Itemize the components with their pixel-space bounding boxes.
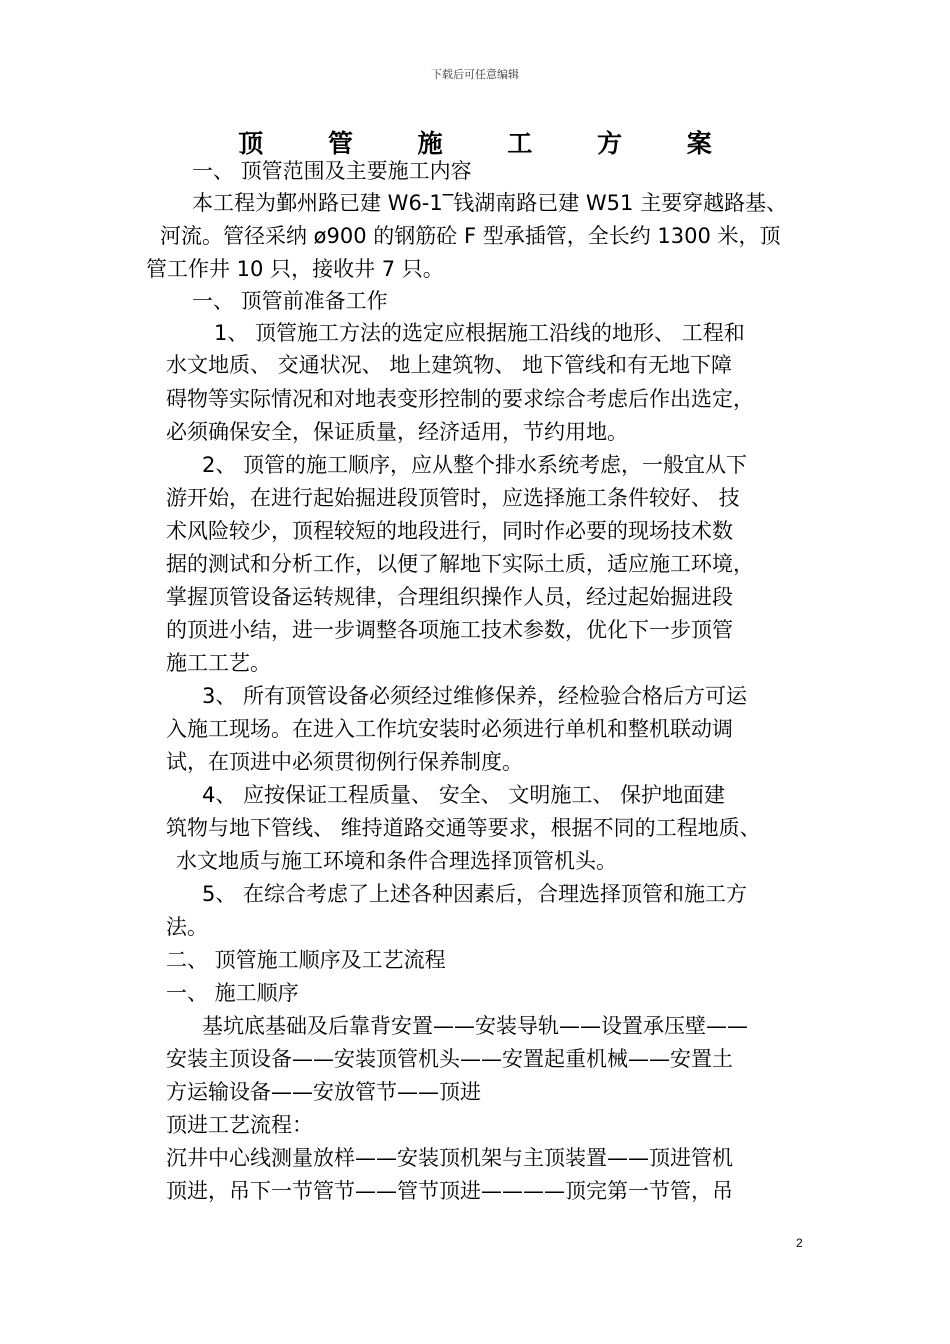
paragraph-line: 4、 应按保证工程质量、 安全、 文明施工、 保护地面建: [202, 783, 726, 807]
paragraph-line: 5、 在综合考虑了上述各种因素后，合理选择顶管和施工方: [202, 882, 748, 906]
paragraph-line: 2、 顶管的施工顺序，应从整个排水系统考虑，一般宜从下: [202, 453, 748, 477]
paragraph-line: 据的测试和分析工作，以便了解地下实际土质，适应施工环境，: [166, 552, 754, 576]
paragraph-line: 方运输设备——安放管节——顶进: [166, 1080, 481, 1104]
paragraph-line: 基坑底基础及后靠背安置——安装导轨——设置承压壁——: [202, 1014, 748, 1038]
paragraph-line: 3、 所有顶管设备必须经过维修保养，经检验合格后方可运: [202, 684, 748, 708]
paragraph-line: 法。: [166, 915, 208, 939]
paragraph-line: 入施工现场。在进入工作坑安装时必须进行单机和整机联动调: [166, 717, 733, 741]
section-heading: 二、 顶管施工顺序及工艺流程: [166, 948, 446, 972]
paragraph-line: 管工作井 10 只，接收井 7 只。: [146, 257, 444, 281]
document-title: 顶 管 施 工 方 案: [238, 129, 740, 158]
paragraph-line: 掌握顶管设备运转规律，合理组织操作人员，经过起始掘进段: [166, 585, 733, 609]
paragraph-line: 水文地质与施工环境和条件合理选择顶管机头。: [176, 849, 617, 873]
paragraph-line: 顶进工艺流程：: [166, 1113, 313, 1137]
paragraph-line: 筑物与地下管线、 维持道路交通等要求，根据不同的工程地质、: [166, 816, 761, 840]
page-number: 2: [796, 1236, 803, 1250]
paragraph-line: 水文地质、 交通状况、 地上建筑物、 地下管线和有无地下障: [166, 353, 733, 377]
paragraph-line: 的顶进小结，进一步调整各项施工技术参数，优化下一步顶管: [166, 618, 733, 642]
paragraph-line: 碍物等实际情况和对地表变形控制的要求综合考虑后作出选定，: [166, 387, 754, 411]
paragraph-line: 1、 顶管施工方法的选定应根据施工沿线的地形、 工程和: [214, 321, 745, 345]
section-heading: 一、 顶管前准备工作: [192, 289, 388, 313]
paragraph-line: 河流。管径采纳 ø900 的钢筋砼 F 型承插管，全长约 1300 米，顶: [160, 224, 781, 248]
paragraph-line: 试，在顶进中必须贯彻例行保养制度。: [166, 750, 523, 774]
paragraph-line: 沉井中心线测量放样——安装顶机架与主顶装置——顶进管机: [166, 1146, 733, 1170]
paragraph-line: 施工工艺。: [166, 651, 271, 675]
header-note: 下载后可任意编辑: [431, 68, 519, 81]
paragraph-line: 游开始，在进行起始掘进段顶管时，应选择施工条件较好、 技: [166, 486, 740, 510]
paragraph-line: 术风险较少，顶程较短的地段进行，同时作必要的现场技术数: [166, 519, 733, 543]
section-heading: 一、 施工顺序: [166, 981, 299, 1005]
paragraph-line: 顶进，吊下一节管节——管节顶进————顶完第一节管，吊: [166, 1179, 733, 1203]
paragraph-line: 必须确保安全，保证质量，经济适用，节约用地。: [166, 420, 628, 444]
paragraph-line: 安装主顶设备——安装顶管机头——安置起重机械——安置土: [166, 1047, 733, 1071]
paragraph-line: 本工程为鄞州路已建 W6-1‾钱湖南路已建 W51 主要穿越路基、: [192, 191, 788, 215]
section-heading: 一、 顶管范围及主要施工内容: [192, 159, 472, 183]
